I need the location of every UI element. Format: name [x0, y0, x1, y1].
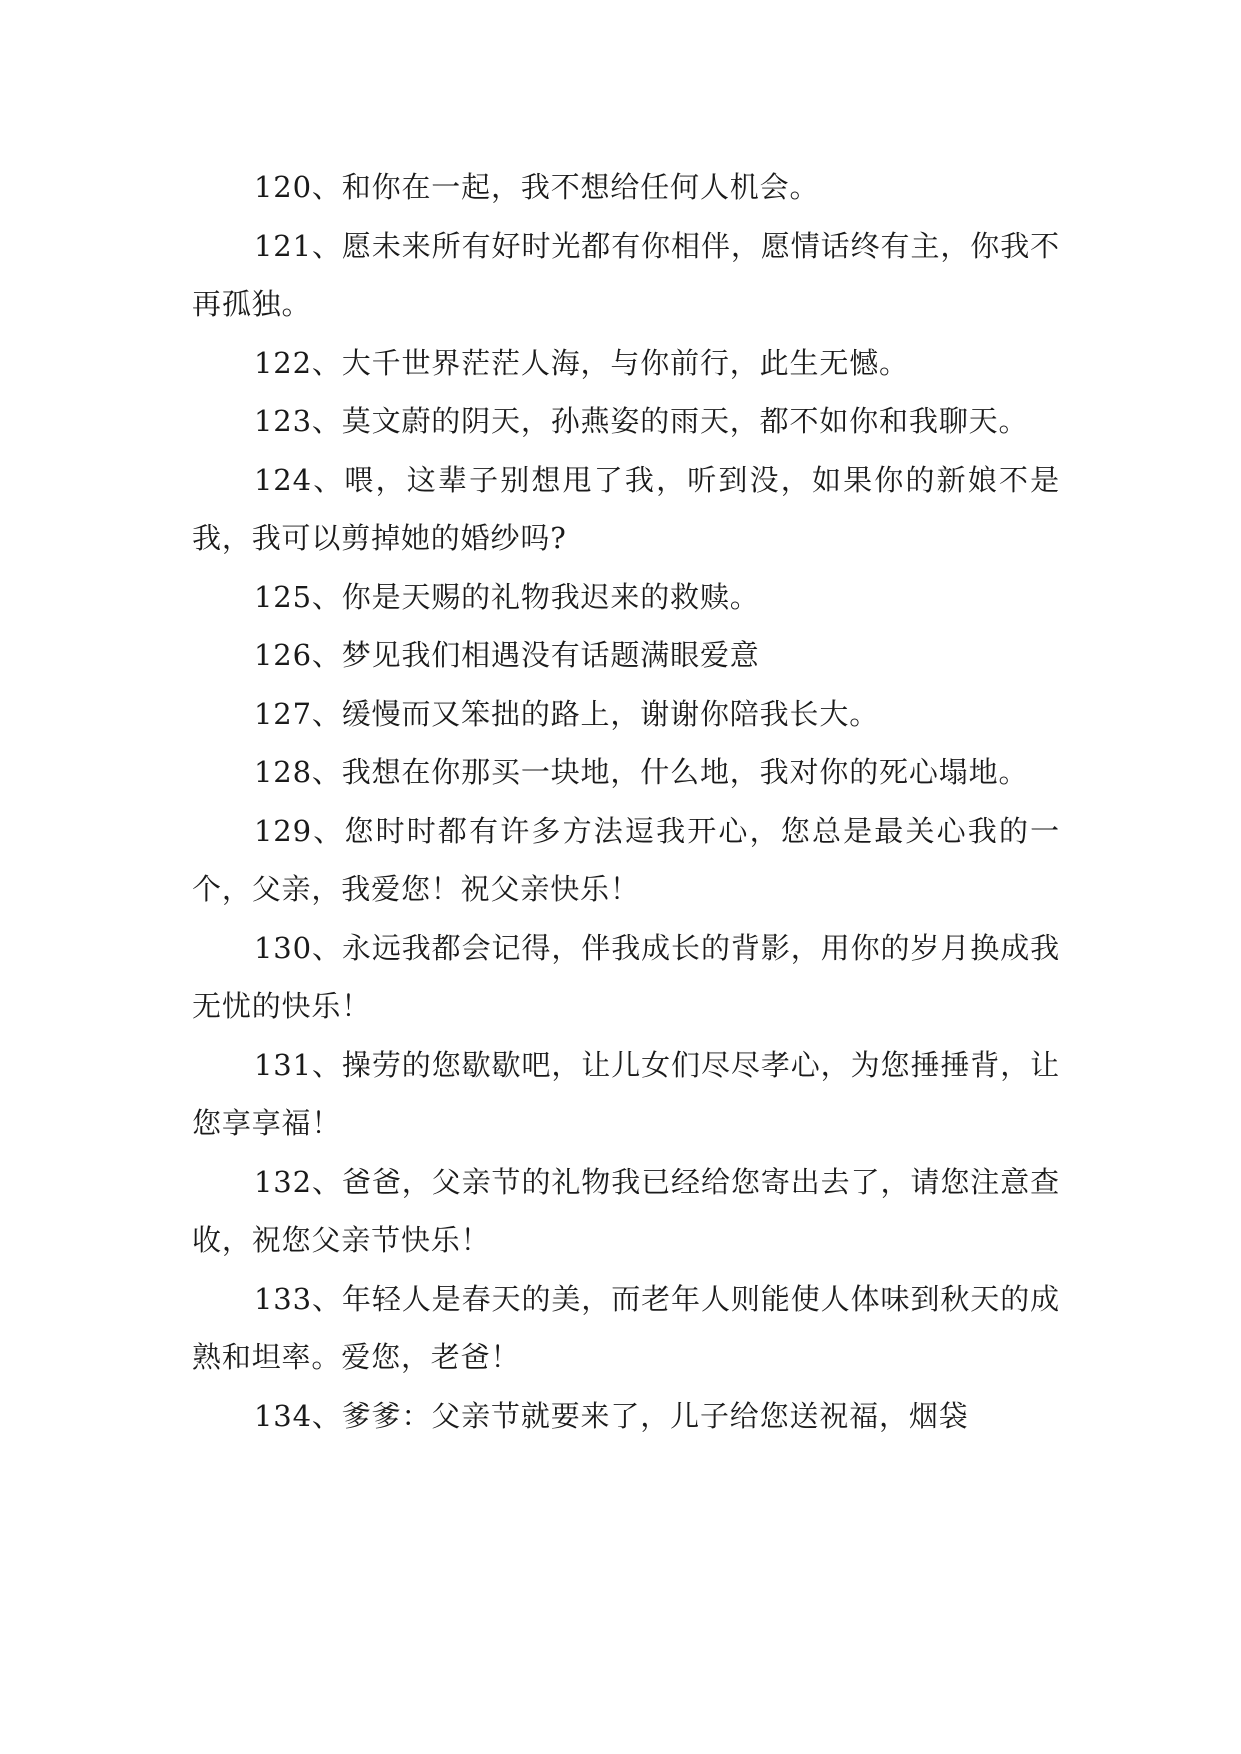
- paragraph-132: 132、爸爸，父亲节的礼物我已经给您寄出去了，请您注意查收，祝您父亲节快乐！: [192, 1164, 1060, 1257]
- paragraph-127: 127、缓慢而又笨拙的路上，谢谢你陪我长大。: [254, 696, 880, 731]
- paragraph-131: 131、操劳的您歇歇吧，让儿女们尽尽孝心，为您捶捶背，让您享享福！: [192, 1047, 1060, 1140]
- paragraph-133: 133、年轻人是春天的美，而老年人则能使人体味到秋天的成熟和坦率。爱您，老爸！: [192, 1281, 1060, 1374]
- document-body: [192, 158, 1060, 1445]
- paragraph-134: 134、爹爹：父亲节就要来了，儿子给您送祝福，烟袋: [254, 1398, 969, 1433]
- paragraph-122: 122、大千世界茫茫人海，与你前行，此生无憾。: [254, 345, 909, 380]
- paragraph-129: 129、您时时都有许多方法逗我开心，您总是最关心我的一个，父亲，我爱您！祝父亲快乐！: [192, 813, 1060, 906]
- paragraph-124: 124、喂，这辈子别想甩了我，听到没，如果你的新娘不是我，我可以剪掉她的婚纱吗?: [192, 462, 1060, 555]
- paragraph-123: 123、莫文蔚的阴天，孙燕姿的雨天，都不如你和我聊天。: [254, 404, 1029, 438]
- paragraph-120: 120、和你在一起，我不想给任何人机会。: [254, 170, 820, 204]
- paragraph-126: 126、梦见我们相遇没有话题满眼爱意: [254, 638, 760, 672]
- paragraph-128: 128、我想在你那买一块地，什么地，我对你的死心塌地。: [254, 755, 1029, 789]
- paragraph-121: 121、愿未来所有好时光都有你相伴，愿情话终有主，你我不再孤独。: [192, 228, 1060, 321]
- paragraph-130: 130、永远我都会记得，伴我成长的背影，用你的岁月换成我无忧的快乐！: [192, 930, 1060, 1023]
- paragraph-125: 125、你是天赐的礼物我迟来的救赎。: [254, 579, 760, 614]
